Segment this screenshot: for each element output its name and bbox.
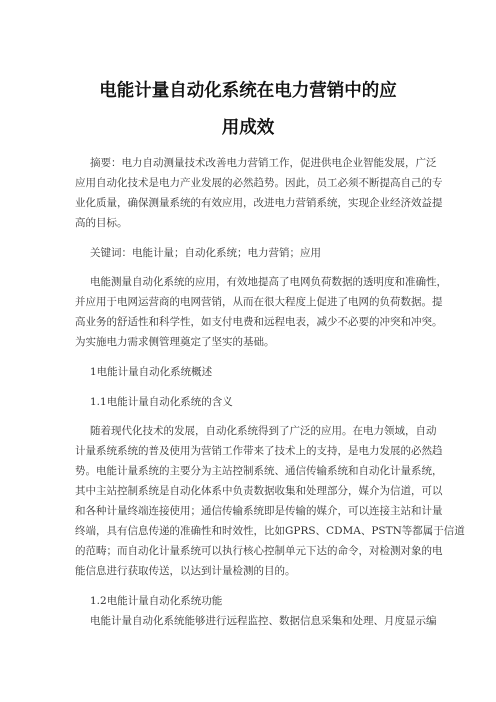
keywords-line: 关键词：电能计量；自动化系统；电力营销；应用 [90, 247, 321, 259]
intro-line: 高业务的舒适性和科学性，如支付电费和远程电表，减少不必要的冲突和冲突。 [75, 316, 443, 328]
body-line: 其中主站控制系统是自动化体系中负责数据收集和处理部分，媒介为信道，可以 [75, 485, 443, 497]
body-line: 随着现代化技术的发展，自动化系统得到了广泛的应用。在电力领域，自动 [90, 425, 437, 437]
body-line: 和各种计量终端连接使用；通信传输系统即是传输的媒介，可以连接主站和计量 [75, 505, 443, 517]
subsection-heading: 1.1电能计量自动化系统的含义 [90, 396, 233, 408]
body-line: 能信息进行获取传送，以达到计量检测的目的。 [75, 565, 296, 577]
document-title-line2: 用成效 [221, 118, 275, 138]
abstract-line: 摘要：电力自动测量技术改善电力营销工作，促进供电企业智能发展，广泛 [90, 157, 437, 169]
body-line: 终端，具有信息传递的准确性和时效性，比如GPRS、CDMA、PSTN等都属于信道 [75, 525, 465, 537]
intro-line: 并应用于电网运营商的电网营销，从而在很大程度上促进了电网的负荷数据。提 [75, 296, 443, 308]
body-line: 势。电能计量系统的主要分为主站控制系统、通信传输系统和自动化计量系统， [75, 465, 443, 477]
body-line: 计量系统系统的普及使用为营销工作带来了技术上的支持，是电力发展的必然趋 [75, 445, 443, 457]
intro-line: 电能测量自动化系统的应用，有效地提高了电网负荷数据的透明度和准确性， [90, 276, 447, 288]
subsection-heading: 1.2电能计量自动化系统功能 [90, 595, 223, 607]
document-title-line1: 电能计量自动化系统在电力营销中的应 [99, 81, 397, 101]
section-heading: 1电能计量自动化系统概述 [90, 366, 213, 378]
abstract-line: 应用自动化技术是电力产业发展的必然趋势。因此，员工必须不断提高自己的专 [75, 177, 443, 189]
body-line: 电能计量自动化系统能够进行远程监控、数据信息采集和处理、月度显示编 [90, 615, 437, 627]
intro-line: 为实施电力需求侧管理奠定了坚实的基础。 [75, 336, 275, 348]
body-line: 的范畴；而自动化计量系统可以执行核心控制单元下达的命令，对检测对象的电 [75, 545, 443, 557]
abstract-line: 高的目标。 [75, 217, 128, 229]
abstract-line: 业化质量，确保测量系统的有效应用，改进电力营销系统，实现企业经济效益提 [75, 197, 443, 209]
